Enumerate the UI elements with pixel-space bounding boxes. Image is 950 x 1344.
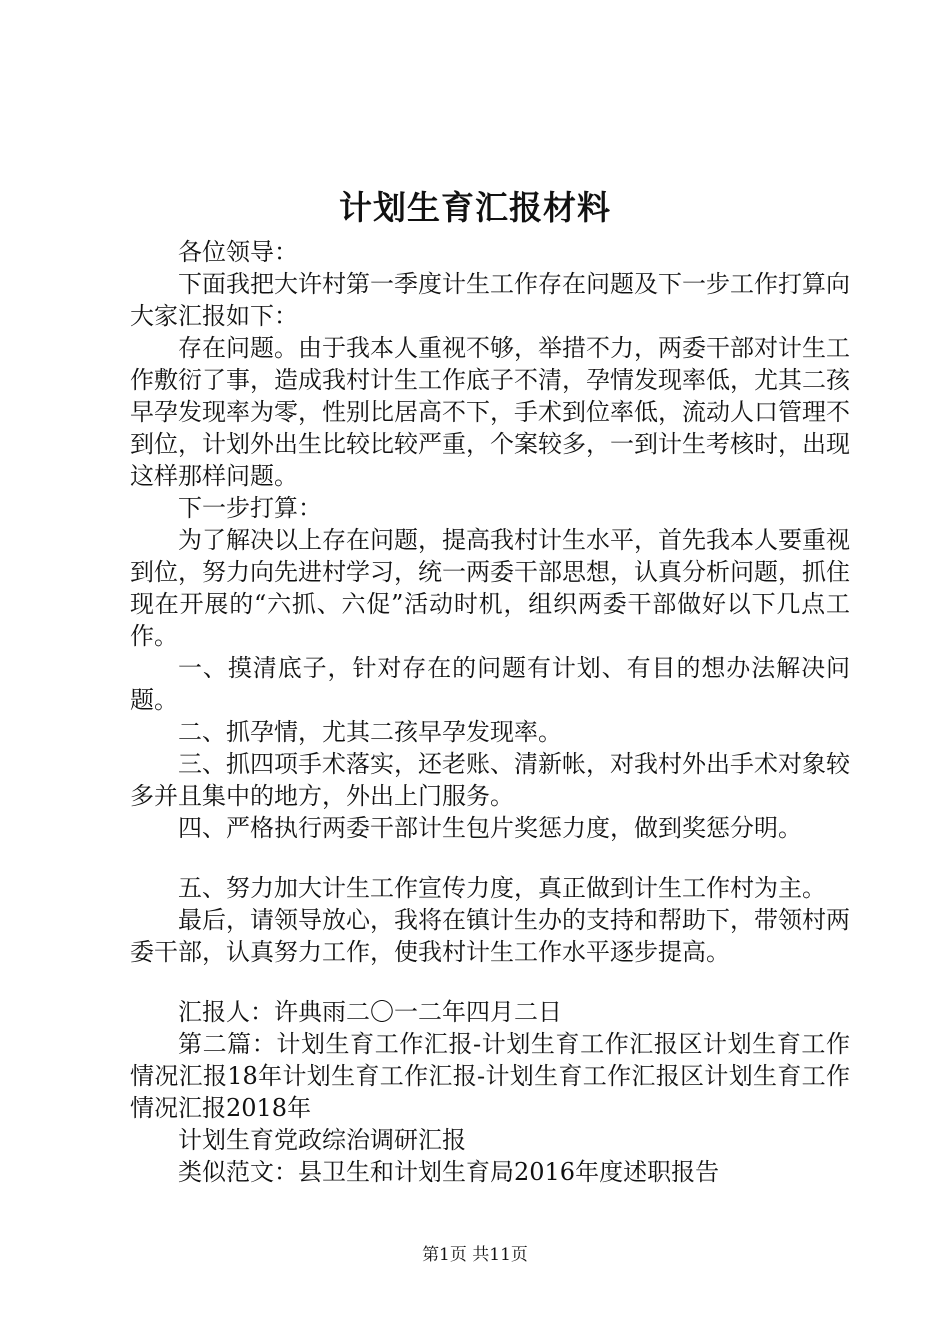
paragraph-greeting: 各位领导：: [178, 238, 298, 266]
document-body: [130, 236, 850, 1188]
paragraph-closing: 最后，请领导放心，我将在镇计生办的支持和帮助下，带领村两委干部，认真努力工作，使我村计生工作水平逐步提高。: [130, 906, 850, 966]
paragraph-problems: 存在问题。由于我本人重视不够，举措不力，两委干部对计生工作敷衍了事，造成我村计生工作底子不清，孕情发现率低，尤其二孩早孕发现率为零，性别比居高不下，手术到位率低，流动人口管理不到位，计划外出生比较比较严重，个案较多，一到计生考核时，出现这样那样问题。: [130, 334, 850, 490]
paragraph-item-4: 四、严格执行两委干部计生包片奖惩力度，做到奖惩分明。: [178, 814, 802, 842]
paragraph-second-article: 第二篇：计划生育工作汇报-计划生育工作汇报区计划生育工作情况汇报18年计划生育工作汇报-计划生育工作汇报区计划生育工作情况汇报2018年: [130, 1030, 850, 1122]
document-title: 计划生育汇报材料: [339, 188, 611, 227]
paragraph-item-3: 三、抓四项手术落实，还老账、清新帐，对我村外出手术对象较多并且集中的地方，外出上门服务。: [130, 750, 850, 810]
paragraph-similar-doc: 类似范文：县卫生和计划生育局2016年度述职报告: [178, 1158, 720, 1186]
paragraph-related-title: 计划生育党政综治调研汇报: [178, 1126, 466, 1154]
paragraph-next-steps: 为了解决以上存在问题，提高我村计生水平，首先我本人要重视到位，努力向先进村学习，统一两委干部思想，认真分析问题，抓住现在开展的“六抓、六促”活动时机，组织两委干部做好以下几点工作。: [130, 526, 850, 650]
paragraph-next-steps-heading: 下一步打算：: [178, 494, 322, 522]
paragraph-item-5: 五、努力加大计生工作宣传力度，真正做到计生工作村为主。: [178, 874, 826, 902]
paragraph-item-2: 二、抓孕情，尤其二孩早孕发现率。: [178, 718, 562, 746]
paragraph-signature: 汇报人：许典雨二〇一二年四月二日: [178, 998, 562, 1026]
paragraph-item-1: 一、摸清底子，针对存在的问题有计划、有目的想办法解决问题。: [130, 654, 850, 714]
page-footer: 第1页 共11页: [422, 1245, 528, 1265]
paragraph-intro: 下面我把大许村第一季度计生工作存在问题及下一步工作打算向大家汇报如下：: [130, 270, 850, 330]
